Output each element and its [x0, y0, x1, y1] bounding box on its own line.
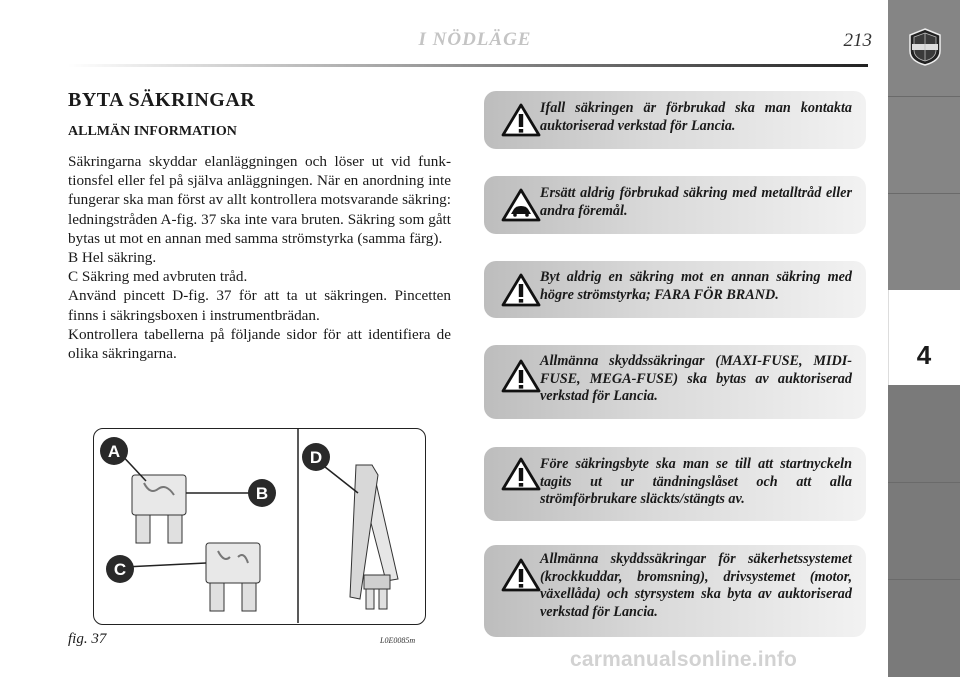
- page-number: 213: [843, 30, 872, 51]
- tab-divider: [888, 96, 960, 97]
- tables-paragraph: Kontrollera tabellerna på följande sidor för att identifiera de olika säkringarna.: [68, 325, 451, 363]
- warning-triangle-icon: [501, 558, 541, 592]
- warning-text-content: Allmänna skyddssäkringar för säkerhetssystemet (krockkuddar, bromsning), drivsystemet (motor, växellåda) och styrsystem ska byta av auktoriserad verkstad för Lancia.: [540, 551, 852, 620]
- fuse-tweezers: [350, 465, 398, 609]
- warning-car-icon: [501, 188, 541, 222]
- warning-box: [484, 176, 866, 234]
- warning-text: Före säkringsbyte ska man se till att startnyckeln tagits ut ur tändningslåset och att alla strömförbrukare släckts/stängts av.: [540, 456, 852, 507]
- figure-code: L0E0085m: [380, 636, 416, 645]
- intro-paragraph: Säkringarna skyddar elanläggningen och löser ut vid funktionsfel eller fel på själva anläggningen. När en anordning inte fungerar ska man först av allt kontrollera motsvarande säkring: ledningstråden A-fig. 37 ska inte vara bruten. Säkring som gått bytas ut mot en annan med samma strömstyrka (samma färg).: [68, 153, 451, 247]
- chapter-number: 4: [916, 340, 932, 370]
- label-d: D: [309, 448, 323, 467]
- header-rule: [68, 64, 868, 67]
- watermark: carmanualsonline.info: [570, 648, 798, 671]
- fuse-illustration: [94, 429, 424, 623]
- warning-text: Allmänna skyddssäkringar (MAXI-FUSE, MIDI-FUSE, MEGA-FUSE) ska bytas av auktoriserad verkstad för Lancia.: [540, 353, 852, 404]
- label-c: C: [113, 560, 127, 579]
- warning-triangle-icon: [501, 273, 541, 307]
- warning-triangle-icon: [501, 457, 541, 491]
- lancia-logo: [907, 27, 943, 67]
- subsection-title: ALLMÄN INFORMATION: [68, 124, 237, 139]
- warning-box: [484, 345, 866, 419]
- fuse-figure: [93, 428, 426, 625]
- chapter-side-tab: [888, 0, 960, 677]
- warning-text: [540, 551, 852, 621]
- warning-box: [484, 261, 866, 318]
- warning-box: [484, 91, 866, 149]
- section-title: BYTA SÄKRINGAR: [68, 89, 256, 111]
- tab-divider: [888, 482, 960, 483]
- warning-box: [484, 545, 866, 637]
- list-item-b: B Hel säkring.: [68, 249, 157, 267]
- label-b: B: [255, 484, 269, 503]
- tab-lower-band: [888, 385, 960, 677]
- warning-box: [484, 447, 866, 521]
- tweezers-paragraph: Använd pincett D-fig. 37 för att ta ut säkringen. Pincetten finns i säkringsboxen i instrumentbrädan.: [68, 287, 451, 324]
- tab-divider: [888, 579, 960, 580]
- running-header-title: I NÖDLÄGE: [418, 29, 532, 50]
- warning-text: Ersätt aldrig förbrukad säkring med metalltråd eller andra föremål.: [540, 185, 852, 219]
- label-a: A: [107, 442, 121, 461]
- figure-caption: fig. 37: [68, 631, 107, 647]
- tab-divider: [888, 193, 960, 194]
- body-text: [68, 152, 451, 363]
- warning-text: Ifall säkringen är förbrukad ska man kontakta auktoriserad verkstad för Lancia.: [540, 100, 852, 134]
- warning-triangle-icon: [501, 359, 541, 393]
- blown-fuse: [206, 543, 260, 611]
- warning-text: Byt aldrig en säkring mot en annan säkring med högre strömstyrka; FARA FÖR BRAND.: [540, 269, 852, 303]
- list-item-c: C Säkring med avbruten tråd.: [68, 268, 248, 286]
- intact-fuse: [132, 475, 186, 543]
- warning-triangle-icon: [501, 103, 541, 137]
